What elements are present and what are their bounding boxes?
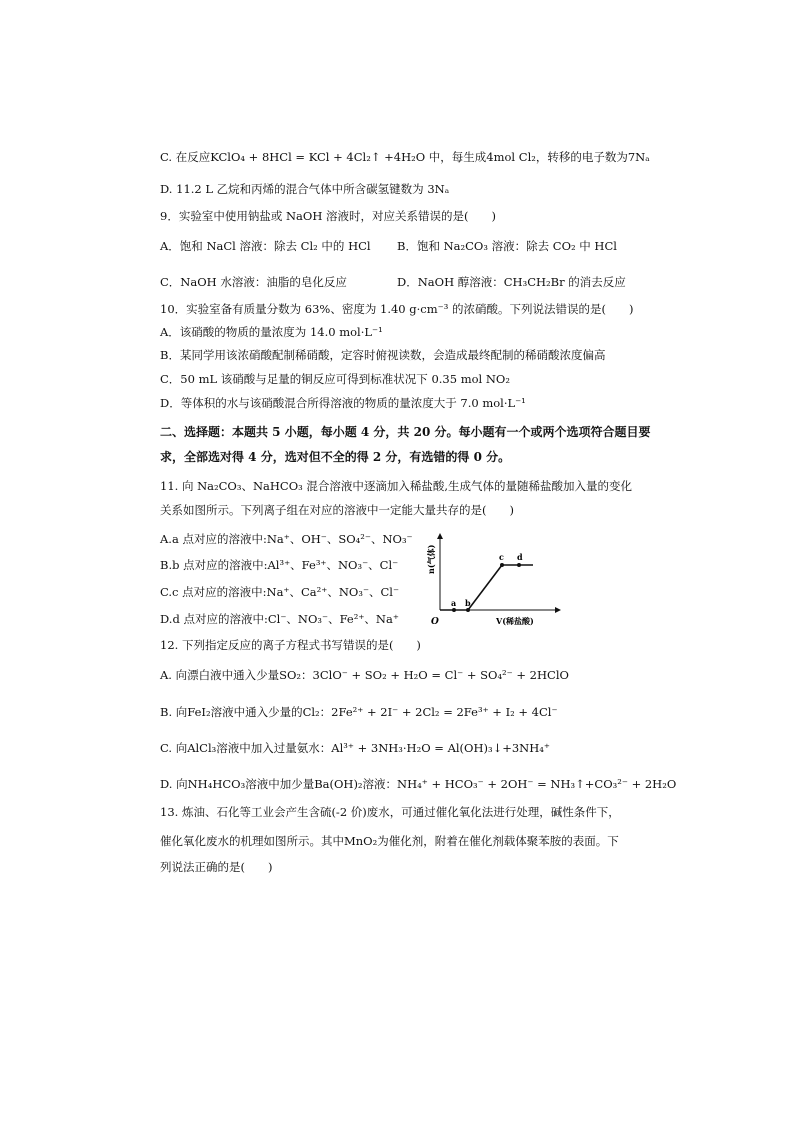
q9-option-d: D．NaOH 醇溶液：CH₃CH₂Br 的消去反应: [397, 275, 626, 289]
q10-option-b: B．某同学用该浓硝酸配制稀硝酸，定容时俯视读数，会造成最终配制的稀硝酸浓度偏高: [160, 348, 606, 362]
q13-stem-line2: 催化氧化废水的机理如图所示。其中MnO₂为催化剂，附着在催化剂载体聚苯胺的表面。下: [160, 834, 619, 848]
y-axis-label: n(气体): [426, 544, 436, 574]
q9-stem: 9．实验室中使用钠盐或 NaOH 溶液时，对应关系错误的是( ): [160, 209, 496, 223]
q12-option-a: A. 向漂白液中通入少量SO₂：3ClO⁻ + SO₂ + H₂O = Cl⁻ + SO₄²⁻ + 2HClO: [160, 668, 569, 682]
q13-stem-line3: 列说法正确的是( ): [160, 860, 273, 874]
q10-option-d: D．等体积的水与该硝酸混合所得溶液的物质的量浓度大于 7.0 mol·L⁻¹: [160, 396, 526, 410]
section2-heading-line2: 求，全部选对得 4 分，选对但不全的得 2 分，有选错的得 0 分。: [160, 450, 511, 464]
q10-option-a: A．该硝酸的物质的量浓度为 14.0 mol·L⁻¹: [160, 325, 383, 339]
label-d: d: [517, 552, 523, 562]
q9-option-c: C．NaOH 水溶液：油脂的皂化反应: [160, 275, 347, 289]
label-c: c: [499, 552, 504, 562]
q10-stem: 10．实验室备有质量分数为 63%、密度为 1.40 g·cm⁻³ 的浓硝酸。下列说法错误的是( ): [160, 302, 634, 316]
q12-option-b: B. 向FeI₂溶液中通入少量的Cl₂：2Fe²⁺ + 2I⁻ + 2Cl₂ = 2Fe³⁺ + I₂ + 4Cl⁻: [160, 705, 558, 719]
q11-option-a: A.a 点对应的溶液中:Na⁺、OH⁻、SO₄²⁻、NO₃⁻: [160, 532, 413, 546]
label-a: a: [451, 598, 457, 608]
q11-stem-line2: 关系如图所示。下列离子组在对应的溶液中一定能大量共存的是( ): [160, 503, 514, 517]
rising-segment: [468, 565, 502, 610]
origin-label: O: [431, 617, 439, 627]
q8-option-d: D. 11.2 L 乙烷和丙烯的混合气体中所含碳氢键数为 3Nₐ: [160, 182, 450, 196]
q11-option-b: B.b 点对应的溶液中:Al³⁺、Fe³⁺、NO₃⁻、Cl⁻: [160, 558, 399, 572]
section2-heading-line1: 二、选择题：本题共 5 小题，每小题 4 分，共 20 分。每小题有一个或两个选项符合题目要: [160, 425, 651, 439]
q12-option-c: C. 向AlCl₃溶液中加入过量氨水：Al³⁺ + 3NH₃·H₂O = Al(OH)₃↓+3NH₄⁺: [160, 741, 550, 755]
q12-stem: 12. 下列指定反应的离子方程式书写错误的是( ): [160, 638, 421, 652]
q10-option-c: C．50 mL 该硝酸与足量的铜反应可得到标准状况下 0.35 mol NO₂: [160, 372, 510, 386]
point-d: [517, 563, 521, 567]
q11-option-c: C.c 点对应的溶液中:Na⁺、Ca²⁺、NO₃⁻、Cl⁻: [160, 585, 400, 599]
gas-volume-graph: [420, 528, 570, 633]
point-b: [466, 608, 470, 612]
q9-option-b: B．饱和 Na₂CO₃ 溶液：除去 CO₂ 中 HCl: [397, 239, 617, 253]
x-axis-label: V(稀盐酸): [496, 616, 534, 626]
point-a: [452, 608, 456, 612]
q11-stem-line1: 11. 向 Na₂CO₃、NaHCO₃ 混合溶液中逐滴加入稀盐酸,生成气体的量随稀盐酸加入量的变化: [160, 479, 633, 493]
q13-stem-line1: 13. 炼油、石化等工业会产生含硫(-2 价)废水，可通过催化氧化法进行处理，碱性条件下，: [160, 805, 620, 819]
q12-option-d: D. 向NH₄HCO₃溶液中加少量Ba(OH)₂溶液：NH₄⁺ + HCO₃⁻ + 2OH⁻ = NH₃↑+CO₃²⁻ + 2H₂O: [160, 777, 677, 791]
label-b: b: [465, 598, 471, 608]
q11-option-d: D.d 点对应的溶液中:Cl⁻、NO₃⁻、Fe²⁺、Na⁺: [160, 612, 399, 626]
q8-option-c: C. 在反应KClO₄ + 8HCl = KCl + 4Cl₂↑ +4H₂O 中，每生成4mol Cl₂，转移的电子数为7Nₐ: [160, 150, 650, 164]
q9-option-a: A．饱和 NaCl 溶液：除去 Cl₂ 中的 HCl: [160, 239, 371, 253]
point-c: [500, 563, 504, 567]
